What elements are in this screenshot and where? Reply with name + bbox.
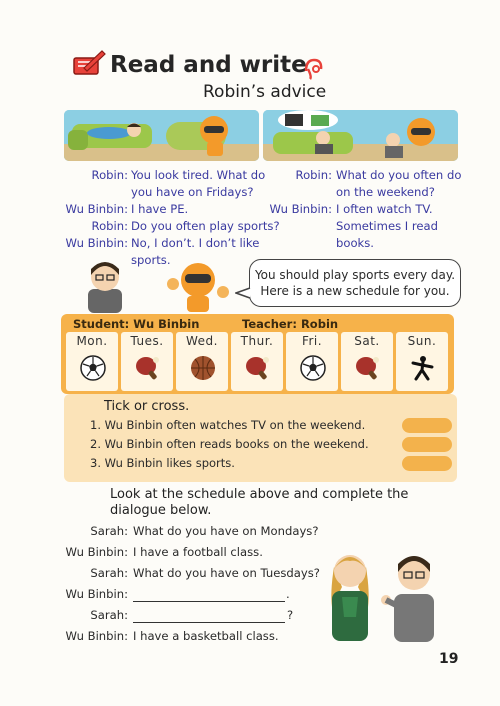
weekly-schedule bbox=[61, 314, 454, 394]
speech-line: You should play sports every day. bbox=[254, 268, 456, 282]
speaker: Wu Binbin: bbox=[269, 202, 332, 216]
dialogue-line: I have a football class. bbox=[133, 545, 263, 559]
dialogue-line: What do you have on Tuesdays? bbox=[133, 566, 320, 580]
dialogue-line: You look tired. What do bbox=[131, 168, 266, 182]
speech-bubble bbox=[249, 259, 461, 307]
ping-pong-icon bbox=[245, 355, 271, 381]
speaker: Wu Binbin: bbox=[65, 236, 128, 250]
speaker: Robin: bbox=[91, 168, 128, 182]
boy-illustration bbox=[80, 255, 130, 313]
schedule-day-cell bbox=[341, 332, 393, 391]
kung-fu-icon bbox=[410, 355, 436, 381]
dialogue-line: I have PE. bbox=[131, 202, 189, 216]
page-number: 19 bbox=[439, 651, 459, 667]
day-label: Fri. bbox=[301, 334, 323, 348]
dialogue-line: What do you often do bbox=[336, 168, 462, 182]
dialogue-line: What do you have on Mondays? bbox=[133, 524, 319, 538]
dialogue-line: No, I don’t. I don’t like bbox=[131, 236, 260, 250]
pencil-book-icon bbox=[70, 48, 106, 78]
day-label: Mon. bbox=[76, 334, 108, 348]
speaker: Sarah: bbox=[90, 524, 128, 538]
statement: 1. Wu Binbin often watches TV on the weekend. bbox=[90, 418, 366, 432]
football-icon bbox=[300, 355, 326, 381]
dialogue-line: books. bbox=[336, 236, 374, 250]
page-subtitle: Robin’s advice bbox=[203, 82, 327, 102]
ping-pong-icon bbox=[135, 355, 161, 381]
speaker: Wu Binbin: bbox=[65, 587, 128, 601]
answer-box[interactable] bbox=[402, 437, 452, 452]
day-label: Sat. bbox=[354, 334, 380, 348]
dialogue-line: I often watch TV. bbox=[336, 202, 433, 216]
day-label: Thur. bbox=[240, 334, 274, 348]
sentence-end: ? bbox=[287, 608, 294, 622]
dialogue-line: on the weekend? bbox=[336, 185, 435, 199]
answer-box[interactable] bbox=[402, 456, 452, 471]
speaker: Sarah: bbox=[90, 566, 128, 580]
audio-icon bbox=[302, 57, 324, 81]
robot-robin-illustration bbox=[163, 262, 233, 314]
illustration-panel-right bbox=[263, 110, 458, 161]
schedule-teacher: Teacher: Robin bbox=[242, 317, 339, 331]
speaker: Robin: bbox=[295, 168, 332, 182]
schedule-day-cell bbox=[176, 332, 228, 391]
instruction-text bbox=[110, 487, 440, 519]
dialogue-line: I have a basketball class. bbox=[133, 629, 279, 643]
speaker: Wu Binbin: bbox=[65, 629, 128, 643]
answer-blank[interactable] bbox=[133, 622, 285, 623]
illustration-panel-left bbox=[64, 110, 259, 161]
tick-or-cross-section bbox=[64, 394, 457, 482]
statement: 3. Wu Binbin likes sports. bbox=[90, 456, 235, 470]
speaker: Sarah: bbox=[90, 608, 128, 622]
speaker: Wu Binbin: bbox=[65, 545, 128, 559]
wu-binbin-illustration bbox=[380, 550, 444, 642]
basketball-icon bbox=[190, 355, 216, 381]
schedule-day-cell bbox=[286, 332, 338, 391]
football-icon bbox=[80, 355, 106, 381]
speaker: Robin: bbox=[91, 219, 128, 233]
dialogue-line: you have on Fridays? bbox=[131, 185, 254, 199]
speech-line: Here is a new schedule for you. bbox=[260, 284, 450, 298]
page-title: Read and write bbox=[110, 52, 307, 78]
schedule-day-cell bbox=[396, 332, 448, 391]
instruction-line: dialogue below. bbox=[110, 503, 212, 518]
schedule-day-cell bbox=[231, 332, 283, 391]
dialogue-line: Sometimes I read bbox=[336, 219, 439, 233]
day-label: Tues. bbox=[130, 334, 164, 348]
speech-bubble-tail bbox=[235, 284, 251, 296]
sentence-end: . bbox=[286, 587, 290, 601]
statement: 2. Wu Binbin often reads books on the weekend. bbox=[90, 437, 369, 451]
instruction-line: Look at the schedule above and complete the bbox=[110, 487, 409, 502]
schedule-student: Student: Wu Binbin bbox=[73, 317, 200, 331]
dialogue-line: sports. bbox=[131, 253, 171, 267]
tick-or-cross-label: Tick or cross. bbox=[104, 399, 190, 414]
schedule-day-cell bbox=[121, 332, 173, 391]
dialogue-line: Do you often play sports? bbox=[131, 219, 280, 233]
speaker: Wu Binbin: bbox=[65, 202, 128, 216]
sarah-illustration bbox=[322, 547, 378, 642]
answer-blank[interactable] bbox=[133, 601, 285, 602]
day-label: Wed. bbox=[186, 334, 218, 348]
day-label: Sun. bbox=[407, 334, 437, 348]
schedule-day-cell bbox=[66, 332, 118, 391]
ping-pong-icon bbox=[355, 355, 381, 381]
answer-box[interactable] bbox=[402, 418, 452, 433]
